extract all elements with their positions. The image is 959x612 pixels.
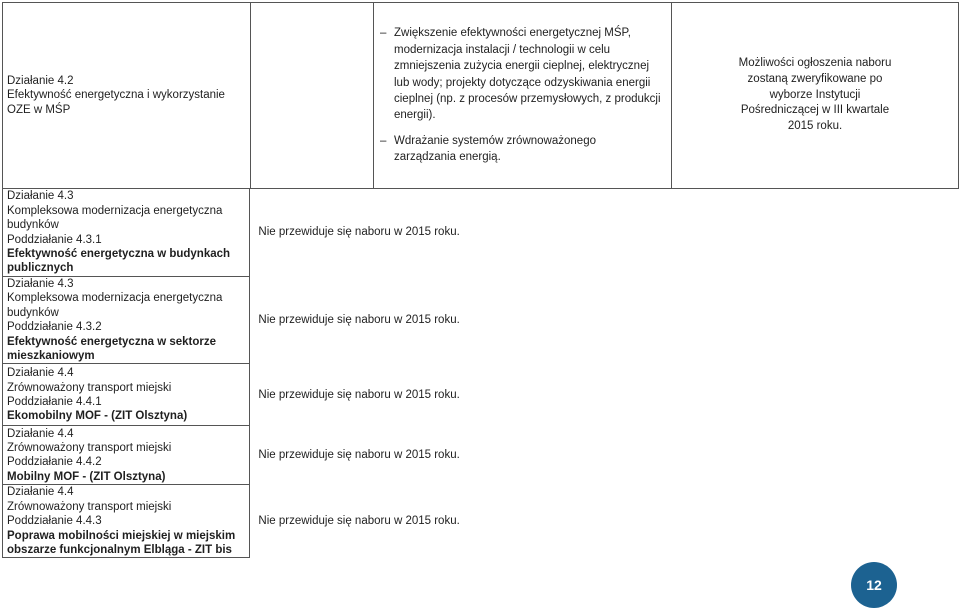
- table-row: [3, 189, 959, 277]
- measure-line: Działanie 4.4: [7, 427, 74, 440]
- measures-table: [2, 188, 959, 558]
- page-number: 12: [866, 577, 882, 593]
- measure-line: Poddziałanie 4.4.3: [7, 515, 102, 528]
- status-text: Nie przewiduje się naboru w 2015 roku.: [258, 515, 460, 528]
- measure-line: Efektywność energetyczna w budynkach publicznych: [7, 247, 231, 275]
- page-number-badge: [851, 562, 897, 608]
- measure-line: Ekomobilny MOF - (ZIT Olsztyna): [7, 410, 188, 423]
- status-cell: [250, 277, 959, 364]
- table-row: [3, 364, 959, 426]
- measure-line: Kompleksowa modernizacja energetyczna budynków: [7, 292, 223, 319]
- status-text: Nie przewiduje się naboru w 2015 roku.: [258, 449, 460, 462]
- scope-list: [378, 25, 667, 165]
- measure-cell: [3, 277, 250, 364]
- measure-line: Poddziałanie 4.3.2: [7, 321, 102, 334]
- measure-cell: [3, 189, 250, 277]
- measure-cell: [3, 3, 251, 189]
- measure-label: Działanie 4.2: [7, 74, 74, 87]
- scope-cell: [374, 3, 672, 189]
- measure-line: Poddziałanie 4.3.1: [7, 233, 102, 246]
- measure-line: Kompleksowa modernizacja energetyczna budynków: [7, 204, 223, 232]
- measure-line: Poprawa mobilności miejskiej w miejskim obszarze funkcjonalnym Elbląga - ZIT bis: [7, 529, 236, 557]
- measure-line: Zrównoważony transport miejski: [7, 500, 172, 513]
- note-text: Możliwości ogłoszenia naboru zostaną zweryfikowane po wyborze Instytucji Pośredniczącej w III kwartale 2015 roku.: [738, 57, 892, 133]
- status-text: Nie przewiduje się naboru w 2015 roku.: [258, 388, 460, 401]
- measure-line: Efektywność energetyczna w sektorze mieszkaniowym: [7, 335, 216, 363]
- list-item: – Zwiększenie efektywności energetycznej MŚP, modernizacja instalacji / technologii w celu zmniejszenia zużycia energii cieplnej, elektrycznej lub wody; projekty dotyczące odzyskiwania energii cieplnej (np. z procesów przemysłowych, z produkcji energii).: [394, 25, 661, 123]
- table-row: [3, 3, 959, 189]
- measure-line: Zrównoważony transport miejski: [7, 381, 172, 394]
- measure-cell: [3, 426, 250, 485]
- measure-line: Działanie 4.3: [7, 278, 74, 290]
- table-row: [3, 277, 959, 364]
- measure-line: Działanie 4.4: [7, 486, 74, 499]
- measure-line: Działanie 4.3: [7, 190, 74, 203]
- status-text: Nie przewiduje się naboru w 2015 roku.: [258, 226, 460, 239]
- measure-line: Działanie 4.4: [7, 367, 74, 380]
- measure-cell: [3, 485, 250, 558]
- measure-line: Poddziałanie 4.4.2: [7, 456, 102, 469]
- status-text: Nie przewiduje się naboru w 2015 roku.: [258, 314, 460, 327]
- measure-line: Mobilny MOF - (ZIT Olsztyna): [7, 470, 166, 483]
- measure-line: Poddziałanie 4.4.1: [7, 395, 102, 408]
- status-cell: [250, 189, 959, 277]
- status-cell: [250, 364, 959, 426]
- measure-cell: [3, 364, 250, 426]
- table-row: [3, 426, 959, 485]
- table-row: [3, 485, 959, 558]
- note-cell: [672, 3, 959, 189]
- status-cell: [250, 426, 959, 485]
- empty-cell: [251, 3, 374, 189]
- list-item: – Wdrażanie systemów zrównoważonego zarządzania energią.: [394, 133, 661, 166]
- measure-line: Zrównoważony transport miejski: [7, 442, 172, 455]
- programme-table: [2, 2, 959, 189]
- measure-title: Efektywność energetyczna i wykorzystanie OZE w MŚP: [7, 89, 225, 116]
- status-cell: [250, 485, 959, 558]
